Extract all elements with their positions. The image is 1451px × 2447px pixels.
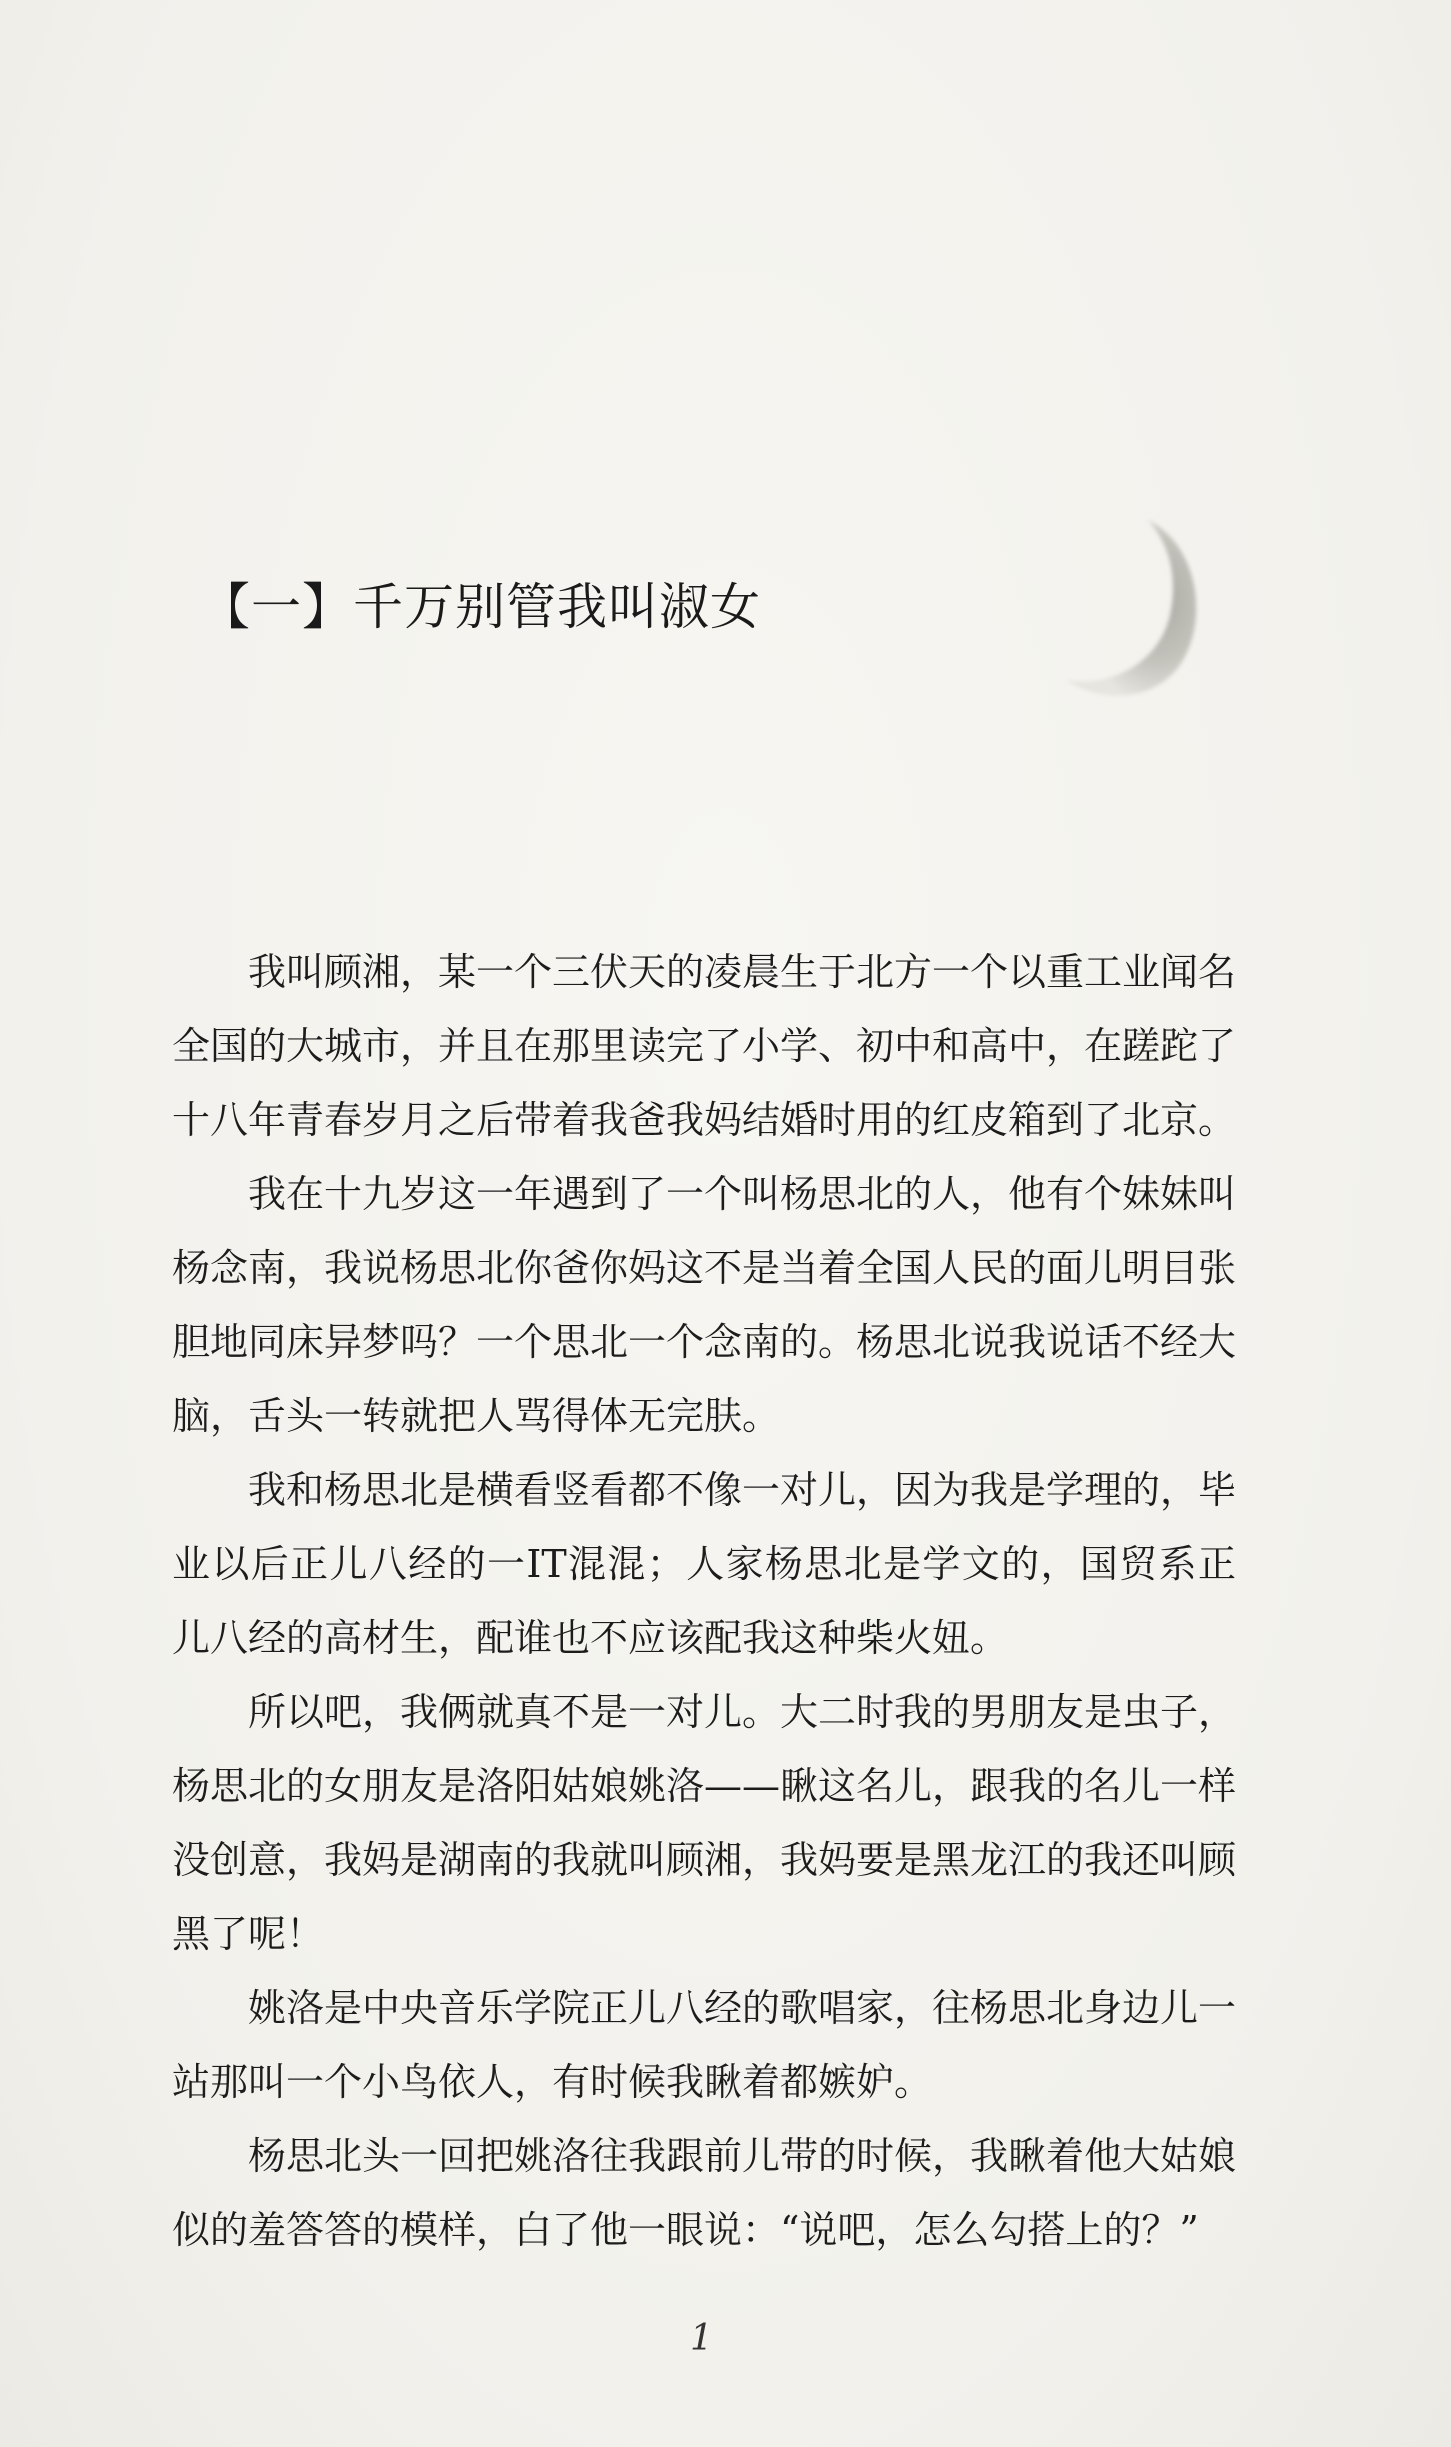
- page-number: 1: [690, 2318, 713, 2359]
- paragraph: 所以吧，我俩就真不是一对儿。大二时我的男朋友是虫子，杨思北的女朋友是洛阳姑娘姚洛——瞅这名儿，跟我的名儿一样没创意，我妈是湖南的我就叫顾湘，我妈要是黑龙江的我还叫顾黑了呢！: [172, 1690, 1237, 1956]
- paragraph: 我叫顾湘，某一个三伏天的凌晨生于北方一个以重工业闻名全国的大城市，并且在那里读完了小学、初中和高中，在蹉跎了十八年青春岁月之后带着我爸我妈结婚时用的红皮箱到了北京。: [172, 950, 1237, 1142]
- body-text: [172, 935, 1236, 2267]
- chapter-title: 【一】千万别管我叫淑女: [200, 578, 761, 636]
- paragraph: 我和杨思北是横看竖看都不像一对儿，因为我是学理的，毕业以后正儿八经的一IT混混；人家杨思北是学文的，国贸系正儿八经的高材生，配谁也不应该配我这种柴火妞。: [172, 1468, 1237, 1660]
- paragraph: 我在十九岁这一年遇到了一个叫杨思北的人，他有个妹妹叫杨念南，我说杨思北你爸你妈这不是当着全国人民的面儿明目张胆地同床异梦吗？一个思北一个念南的。杨思北说我说话不经大脑，舌头一转就把人骂得体无完肤。: [172, 1172, 1237, 1438]
- paragraph: 姚洛是中央音乐学院正儿八经的歌唱家，往杨思北身边儿一站那叫一个小鸟依人，有时候我瞅着都嫉妒。: [172, 1986, 1237, 2104]
- crescent-moon-icon: [1020, 500, 1220, 720]
- paragraph: 杨思北头一回把姚洛往我跟前儿带的时候，我瞅着他大姑娘似的羞答答的模样，白了他一眼说：“说吧，怎么勾搭上的？”: [172, 2134, 1237, 2252]
